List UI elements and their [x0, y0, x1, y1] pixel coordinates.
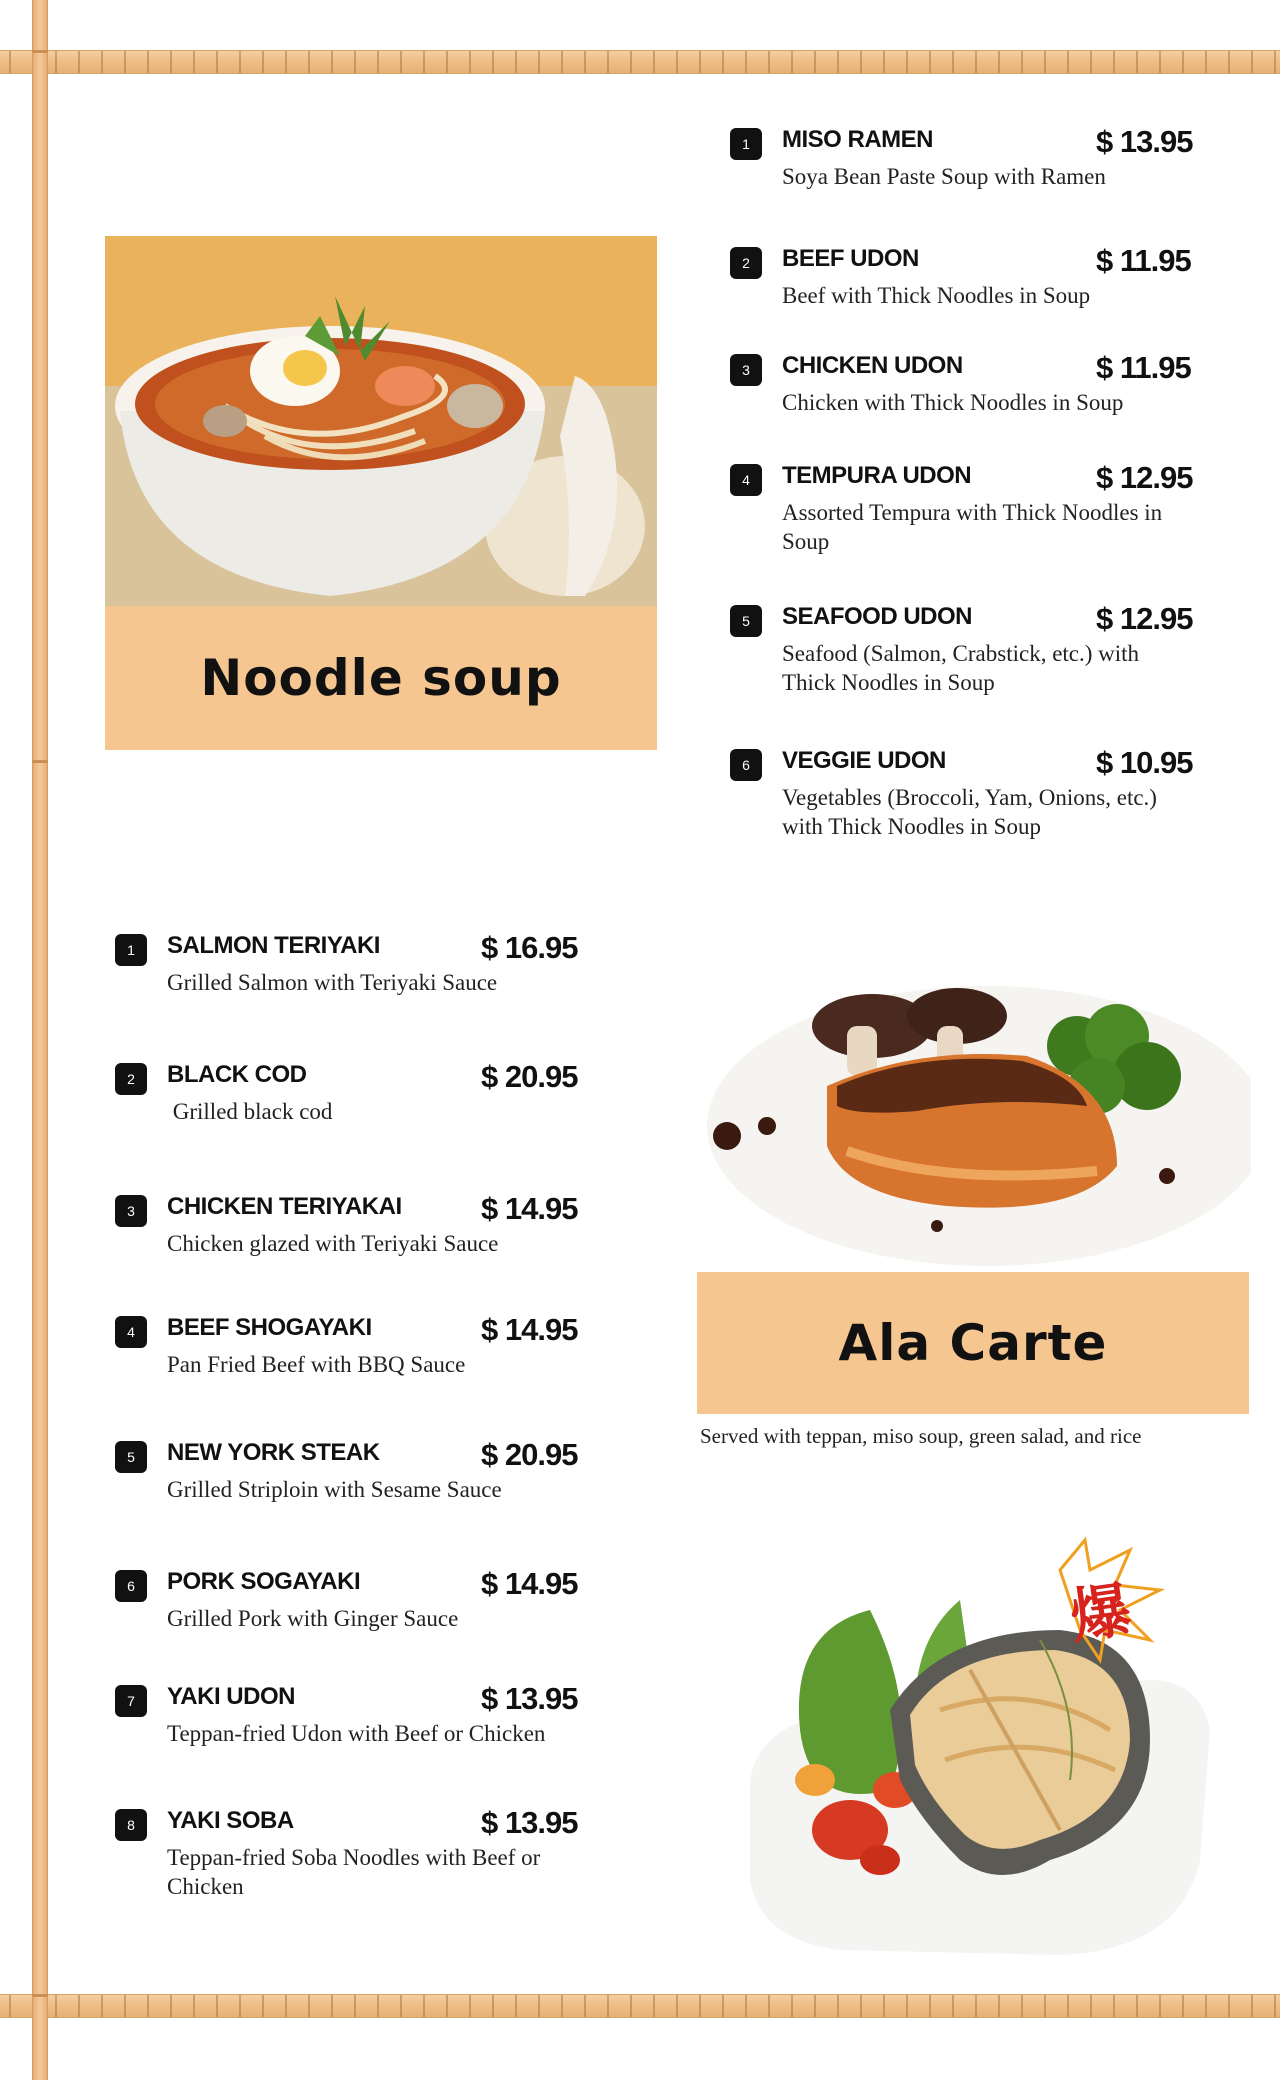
carte-item-1[interactable]	[115, 932, 615, 1002]
item-description: Teppan-fried Soba Noodles with Beef or Chicken	[167, 1845, 541, 1899]
item-number-badge: 4	[115, 1316, 147, 1348]
item-number-badge: 8	[115, 1809, 147, 1841]
carte-item-5[interactable]	[115, 1439, 615, 1509]
item-price: $ 20.95	[481, 1059, 578, 1094]
item-price: $ 14.95	[481, 1191, 578, 1226]
black-cod-photo	[730, 1530, 1230, 1960]
item-price: $ 13.95	[481, 1805, 578, 1840]
item-name: CHICKEN UDON	[782, 352, 963, 379]
item-price: $ 20.95	[481, 1437, 578, 1472]
noodle-item-1[interactable]	[730, 126, 1210, 196]
item-description: Vegetables (Broccoli, Yam, Onions, etc.) with Thick Noodles in Soup	[782, 785, 1157, 839]
item-name: NEW YORK STEAK	[167, 1439, 380, 1466]
item-price: $ 14.95	[481, 1312, 578, 1347]
noodle-item-5[interactable]	[730, 603, 1210, 703]
item-name: YAKI UDON	[167, 1683, 295, 1710]
item-number-badge: 6	[115, 1570, 147, 1602]
item-name: TEMPURA UDON	[782, 462, 972, 489]
carte-item-6[interactable]	[115, 1568, 615, 1638]
item-number-badge: 5	[730, 605, 762, 637]
item-name: BLACK COD	[167, 1061, 307, 1088]
item-price: $ 12.95	[1096, 601, 1193, 636]
carte-item-2[interactable]	[115, 1061, 615, 1131]
item-number-badge: 4	[730, 464, 762, 496]
item-price: $ 16.95	[481, 930, 578, 965]
item-name: BEEF UDON	[782, 245, 919, 272]
noodle-item-4[interactable]	[730, 462, 1210, 562]
carte-item-4[interactable]	[115, 1314, 615, 1384]
item-price: $ 14.95	[481, 1566, 578, 1601]
item-number-badge: 2	[730, 247, 762, 279]
item-number-badge: 2	[115, 1063, 147, 1095]
item-number-badge: 7	[115, 1685, 147, 1717]
item-description: Grilled Striploin with Sesame Sauce	[167, 1477, 502, 1502]
bamboo-frame-top	[0, 50, 1280, 74]
item-name: SALMON TERIYAKI	[167, 932, 380, 959]
noodle-item-6[interactable]	[730, 747, 1210, 847]
noodle-soup-title: Noodle soup	[105, 606, 657, 750]
item-number-badge: 3	[730, 354, 762, 386]
noodle-soup-photo	[105, 236, 657, 606]
item-number-badge: 1	[730, 128, 762, 160]
item-description: Teppan-fried Udon with Beef or Chicken	[167, 1721, 546, 1746]
item-description: Chicken with Thick Noodles in Soup	[782, 390, 1124, 415]
noodle-item-2[interactable]	[730, 245, 1210, 315]
carte-item-3[interactable]	[115, 1193, 615, 1263]
noodle-item-3[interactable]	[730, 352, 1210, 422]
ala-carte-served-note: Served with teppan, miso soup, green salad, and rice	[700, 1424, 1142, 1448]
item-description: Assorted Tempura with Thick Noodles in Soup	[782, 500, 1163, 554]
item-description: Grilled black cod	[167, 1099, 333, 1124]
item-name: SEAFOOD UDON	[782, 603, 973, 630]
item-name: MISO RAMEN	[782, 126, 933, 153]
item-price: $ 10.95	[1096, 745, 1193, 780]
item-price: $ 13.95	[481, 1681, 578, 1716]
item-number-badge: 6	[730, 749, 762, 781]
explosive-badge-text: 爆	[1066, 1575, 1136, 1653]
item-name: YAKI SOBA	[167, 1807, 294, 1834]
item-description: Pan Fried Beef with BBQ Sauce	[167, 1352, 466, 1377]
item-price: $ 11.95	[1096, 350, 1191, 385]
item-number-badge: 5	[115, 1441, 147, 1473]
bamboo-frame-left	[32, 0, 48, 2080]
item-description: Grilled Pork with Ginger Sauce	[167, 1606, 459, 1631]
item-price: $ 11.95	[1096, 243, 1191, 278]
item-number-badge: 1	[115, 934, 147, 966]
item-description: Chicken glazed with Teriyaki Sauce	[167, 1231, 499, 1256]
ala-carte-title: Ala Carte	[697, 1272, 1249, 1414]
salmon-teriyaki-photo	[697, 976, 1251, 1272]
item-name: PORK SOGAYAKI	[167, 1568, 361, 1595]
item-price: $ 12.95	[1096, 460, 1193, 495]
carte-item-8[interactable]	[115, 1807, 615, 1907]
item-description: Seafood (Salmon, Crabstick, etc.) with Thick Noodles in Soup	[782, 641, 1140, 695]
item-name: VEGGIE UDON	[782, 747, 946, 774]
item-number-badge: 3	[115, 1195, 147, 1227]
bamboo-frame-bottom	[0, 1994, 1280, 2018]
item-description: Beef with Thick Noodles in Soup	[782, 283, 1091, 308]
item-description: Soya Bean Paste Soup with Ramen	[782, 164, 1106, 189]
carte-item-7[interactable]	[115, 1683, 635, 1753]
item-price: $ 13.95	[1096, 124, 1193, 159]
item-description: Grilled Salmon with Teriyaki Sauce	[167, 970, 498, 995]
item-name: BEEF SHOGAYAKI	[167, 1314, 372, 1341]
item-name: CHICKEN TERIYAKAI	[167, 1193, 402, 1220]
